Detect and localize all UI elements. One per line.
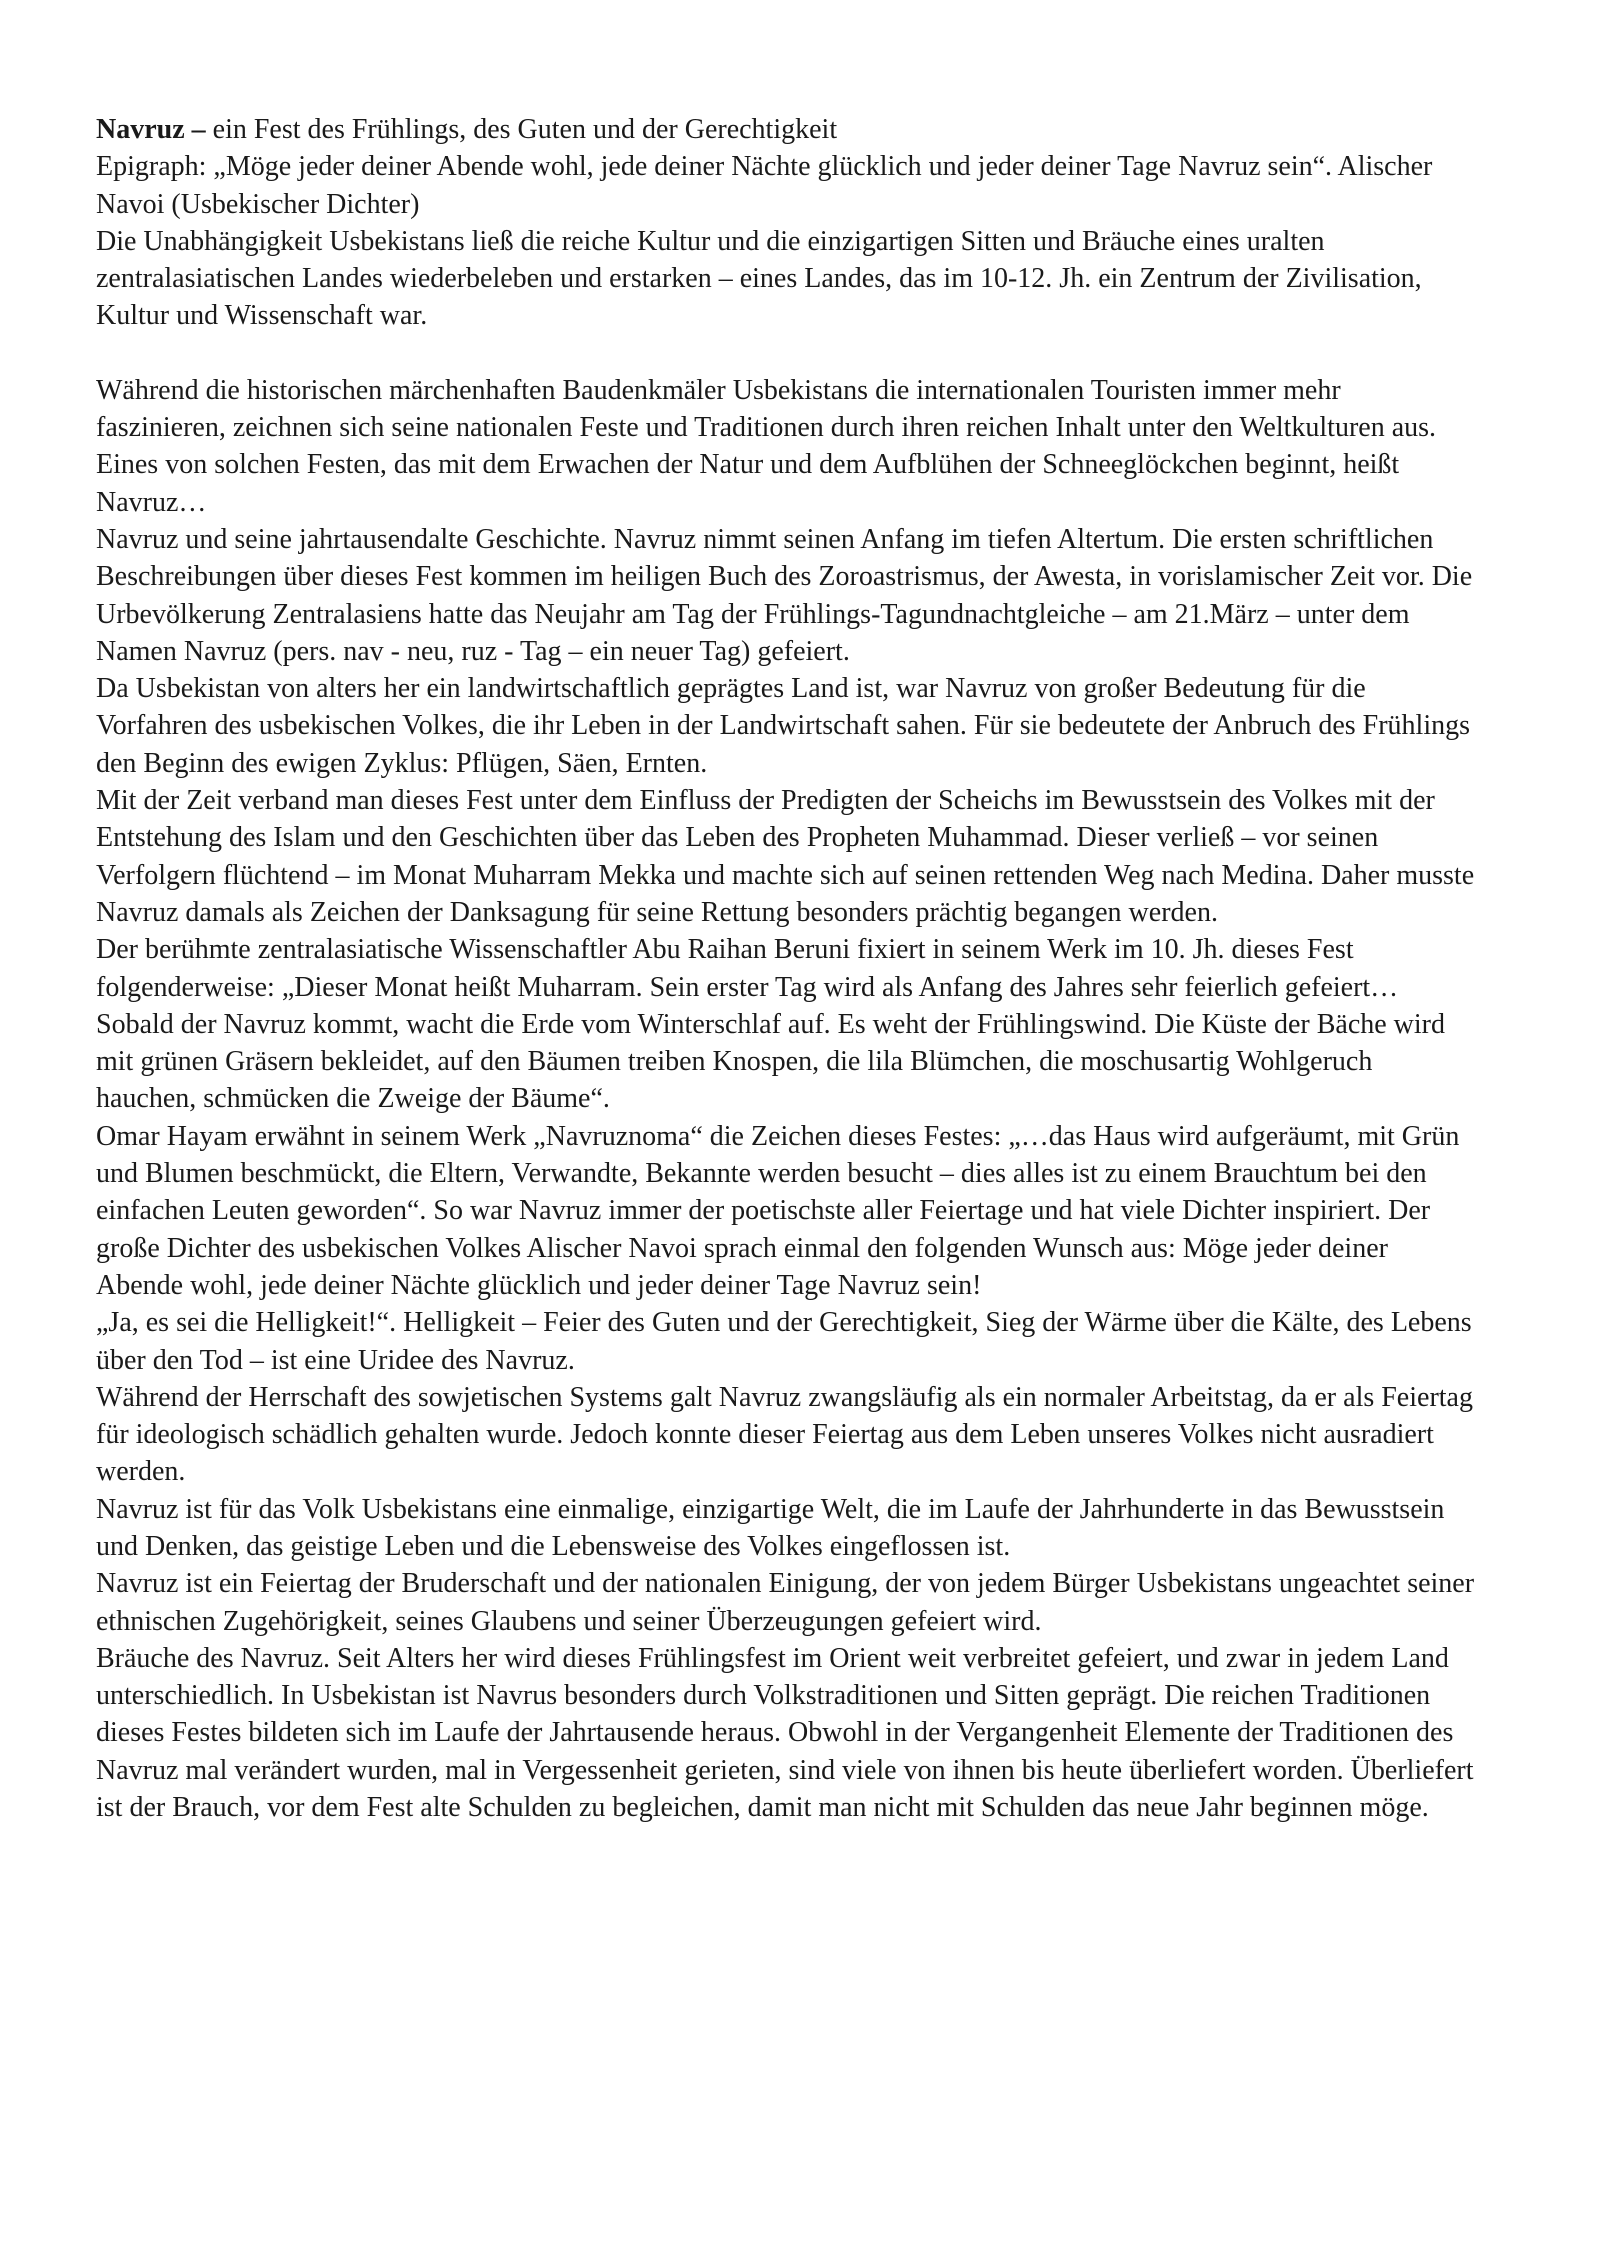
paragraph-monuments: Während die historischen märchenhaften Baudenkmäler Usbekistans die internationalen Touristen immer mehr faszinieren, zeichnen sich seine nationalen Feste und Traditionen durch ihren reichen Inhalt unter den Weltkulturen aus. Eines von solchen Festen, das mit dem Erwachen der Natur und dem Aufblühen der Schneeglöckchen beginnt, heißt Navruz… [96,374,1437,518]
paragraph-soviet: Während der Herrschaft des sowjetischen Systems galt Navruz zwangsläufig als ein normaler Arbeitstag, da er als Feiertag für ideologisch schädlich gehalten wurde. Jedoch konnte dieser Feiertag aus dem Leben unseres Volkes nicht ausradiert werden. [96,1381,1473,1488]
paragraph-brotherhood: Navruz ist ein Feiertag der Bruderschaft und der nationalen Einigung, der von jedem Bürger Usbekistans ungeachtet seiner ethnischen Zugehörigkeit, seines Glaubens und seiner Überzeugungen gefeiert wird. [96,1568,1475,1637]
title-bold: Navruz – [96,114,206,145]
paragraph-history: Navruz und seine jahrtausendalte Geschichte. Navruz nimmt seinen Anfang im tiefen Altertum. Die ersten schriftlichen Beschreibungen über dieses Fest kommen im heiligen Buch des Zoroastrismus, der Awesta, in vorislamischer Zeit vor. Die Urbevölkerung Zentralasiens hatte das Neujahr am Tag der Frühlings-Tagundnachtgleiche – am 21.März – unter dem Namen Navruz (pers. nav - neu, ruz - Tag – ein neuer Tag) gefeiert. [96,523,1473,667]
document-title [96,111,1476,148]
document-body [96,111,1476,1826]
paragraph-independence: Die Unabhängigkeit Usbekistans ließ die reiche Kultur und die einzigartigen Sitten und Bräuche eines uralten zentralasiatischen Landes wiederbeleben und erstarken – eines Landes, das im 10-12. Jh. ein Zentrum der Zivilisation, Kultur und Wissenschaft war. [96,225,1422,332]
title-rest: ein Fest des Frühlings, des Guten und der Gerechtigkeit [205,114,838,145]
paragraph-spacer [96,335,1476,372]
paragraph-customs: Bräuche des Navruz. Seit Alters her wird dieses Frühlingsfest im Orient weit verbreitet gefeiert, und zwar in jedem Land unterschiedlich. In Usbekistan ist Navrus besonders durch Volkstraditionen und Sitten geprägt. Die reichen Traditionen dieses Festes bildeten sich im Laufe der Jahrtausende heraus. Obwohl in der Vergangenheit Elemente der Traditionen des Navruz mal verändert wurden, mal in Vergessenheit gerieten, sind viele von ihnen bis heute überliefert worden. Überliefert ist der Brauch, vor dem Fest alte Schulden zu begleichen, damit man nicht mit Schulden das neue Jahr beginnen möge. [96,1642,1474,1824]
paragraph-epigraph: Epigraph: „Möge jeder deiner Abende wohl, jede deiner Nächte glücklich und jeder deiner Tage Navruz sein“. Alischer Navoi (Usbekischer Dichter) [96,151,1433,220]
paragraph-beruni: Der berühmte zentralasiatische Wissenschaftler Abu Raihan Beruni fixiert in seinem Werk im 10. Jh. dieses Fest folgenderweise: „Dieser Monat heißt Muharram. Sein erster Tag wird als Anfang des Jahres sehr feierlich gefeiert… Sobald der Navruz kommt, wacht die Erde vom Winterschlaf auf. Es weht der Frühlingswind. Die Küste der Bäche wird mit grünen Gräsern bekleidet, auf den Bäumen treiben Knospen, die lila Blümchen, die moschusartig Wohlgeruch hauchen, schmücken die Zweige der Bäume“. [96,934,1446,1115]
paragraph-helligkeit: „Ja, es sei die Helligkeit!“. Helligkeit – Feier des Guten und der Gerechtigkeit, Sieg der Wärme über die Kälte, des Lebens über den Tod – ist eine Uridee des Navruz. [96,1307,1472,1376]
paragraph-unique-world: Navruz ist für das Volk Usbekistans eine einmalige, einzigartige Welt, die im Laufe der Jahrhunderte in das Bewusstsein und Denken, das geistige Leben und die Lebensweise des Volkes eingeflossen ist. [96,1493,1445,1562]
paragraph-islam: Mit der Zeit verband man dieses Fest unter dem Einfluss der Predigten der Scheichs im Bewusstsein des Volkes mit der Entstehung des Islam und den Geschichten über das Leben des Propheten Muhammad. Dieser verließ – vor seinen Verfolgern flüchtend – im Monat Muharram Mekka und machte sich auf seinen rettenden Weg nach Medina. Daher musste Navruz damals als Zeichen der Danksagung für seine Rettung besonders prächtig begangen werden. [96,785,1475,928]
paragraph-hayam: Omar Hayam erwähnt in seinem Werk „Navruznoma“ die Zeichen dieses Festes: „…das Haus wird aufgeräumt, mit Grün und Blumen beschmückt, die Eltern, Verwandte, Bekannte werden besucht – dies alles ist zu einem Brauchtum bei den einfachen Leuten geworden“. So war Navruz immer der poetischste aller Feiertage und hat viele Dichter inspiriert. Der große Dichter des usbekischen Volkes Alischer Navoi sprach einmal den folgenden Wunsch aus: Möge jeder deiner Abende wohl, jede deiner Nächte glücklich und jeder deiner Tage Navruz sein! [96,1120,1460,1301]
paragraph-agriculture: Da Usbekistan von alters her ein landwirtschaftlich geprägtes Land ist, war Navruz von großer Bedeutung für die Vorfahren des usbekischen Volkes, die ihr Leben in der Landwirtschaft sahen. Für sie bedeutete der Anbruch des Frühlings den Beginn des ewigen Zyklus: Pflügen, Säen, Ernten. [96,673,1470,779]
